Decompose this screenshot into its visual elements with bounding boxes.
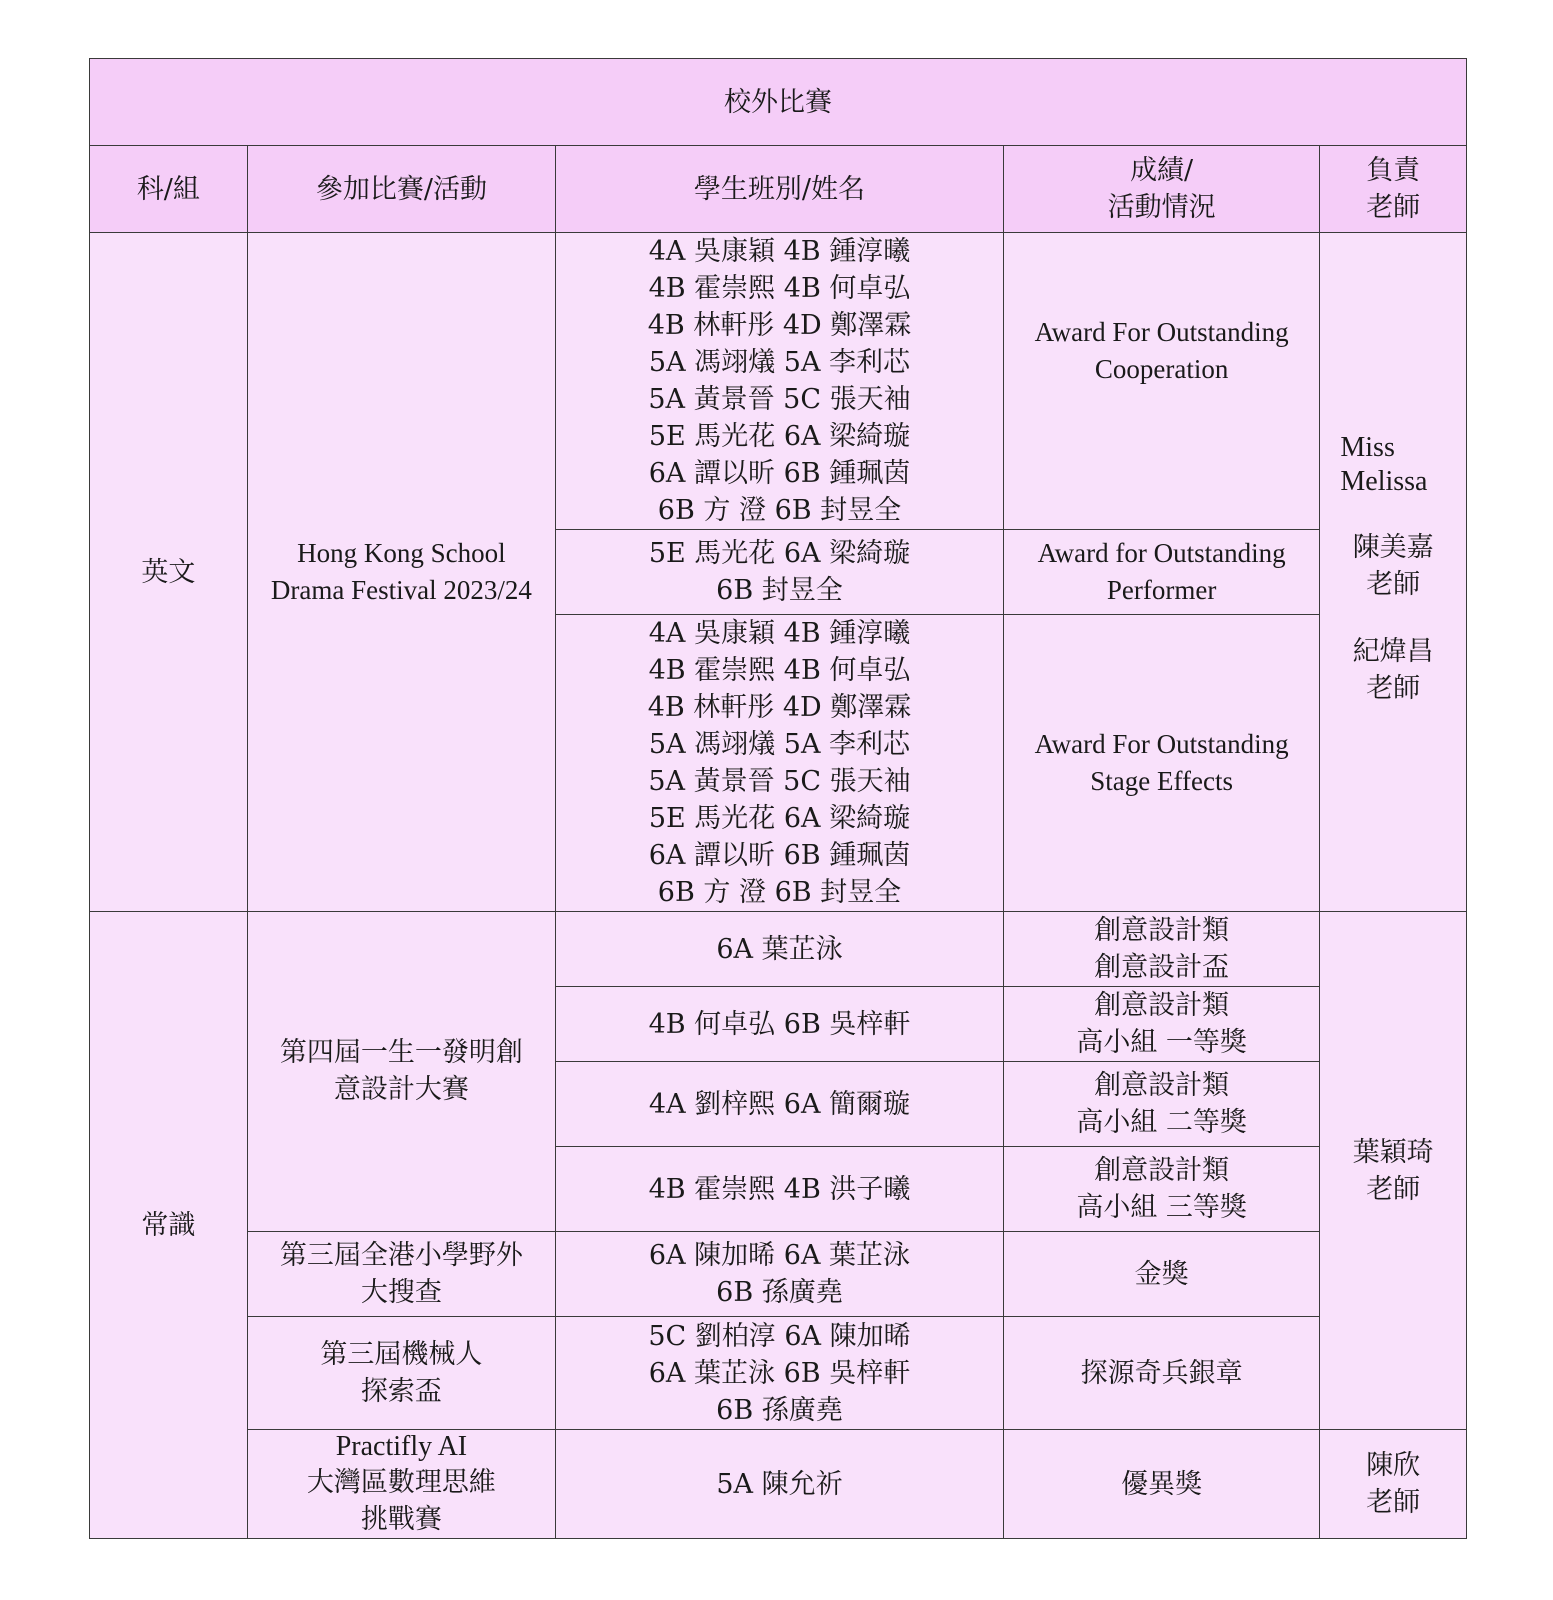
result-line: Stage Effects: [1090, 766, 1233, 796]
result-line: Cooperation: [1094, 354, 1229, 384]
competition-line: Drama Festival 2023/24: [270, 575, 532, 605]
header-competition: 參加比賽/活動: [247, 146, 555, 233]
competition-table: [89, 58, 1467, 1539]
result-line: 創意設計類: [1094, 1155, 1230, 1186]
competition-line: 第四屆一生一發明創: [279, 1037, 523, 1068]
header-result-line: 活動情況: [1107, 192, 1216, 223]
teacher-line: 老師: [1366, 1173, 1421, 1205]
student-line: 6A 葉芷泳 6B 吳梓軒: [648, 1357, 911, 1389]
competition-line: 第三屆機械人: [320, 1339, 483, 1370]
student-line: 4A 吳康穎 4B 鍾淳曦: [648, 618, 911, 649]
competition-cell-ai: [247, 1430, 555, 1539]
teacher-line: 葉穎琦: [1352, 1136, 1434, 1168]
competition-line: 大灣區數理思維: [306, 1467, 496, 1498]
competition-line: 挑戰賽: [360, 1504, 442, 1535]
teacher-line: 老師: [1366, 673, 1421, 704]
result-cell: [1003, 912, 1320, 987]
header-students: 學生班別/姓名: [556, 146, 1004, 233]
result-cell: [1003, 1062, 1320, 1147]
student-line: 6B 方 澄 6B 封昱全: [657, 877, 902, 908]
student-line: 5E 馬光花 6A 梁綺璇: [648, 803, 911, 834]
student-line: 4B 霍崇熙 4B 洪子曦: [648, 1173, 911, 1205]
header-row: [90, 146, 1467, 233]
table-row: [90, 1430, 1467, 1539]
result-line: 創意設計類: [1094, 1070, 1230, 1101]
students-cell: [556, 1317, 1004, 1430]
student-line: 5A 馮翊燨 5A 李利芯: [648, 347, 911, 378]
result-line: 創意設計盃: [1094, 952, 1230, 983]
header-teacher-line: 負責: [1366, 155, 1421, 186]
result-line: Performer: [1106, 575, 1217, 605]
result-line: 高小組 一等獎: [1076, 1027, 1247, 1058]
competition-cell-robot: [247, 1317, 555, 1430]
result-line: 高小組 三等獎: [1076, 1192, 1247, 1223]
result-line: Award For Outstanding: [1034, 729, 1289, 759]
teacher-cell-ai: [1320, 1430, 1467, 1539]
teacher-line: 陳美嘉: [1352, 532, 1434, 563]
result-line: Award for Outstanding: [1037, 538, 1286, 568]
students-cell: [556, 1147, 1004, 1232]
student-line: 4B 林軒彤 4D 鄭澤霖: [647, 692, 912, 723]
teacher-cell-gs: [1320, 912, 1467, 1430]
teacher-line: Melissa: [1340, 466, 1428, 497]
students-cell: [556, 1430, 1004, 1539]
competition-line: 大搜查: [360, 1277, 442, 1308]
competition-cell-drama: [247, 233, 555, 912]
student-line: 6B 封昱全: [716, 575, 843, 606]
header-subject: 科/組: [90, 146, 248, 233]
student-line: 4A 吳康穎 4B 鍾淳曦: [648, 236, 911, 267]
result-cell: [1003, 1232, 1320, 1317]
student-line: 6A 葉芷泳: [716, 933, 843, 965]
table-row: [90, 912, 1467, 987]
student-line: 6A 陳加晞 6A 葉芷泳: [648, 1240, 911, 1271]
student-line: 4A 劉梓熙 6A 簡爾璇: [648, 1088, 911, 1120]
competition-line: 第三屆全港小學野外: [279, 1240, 523, 1271]
student-line: 6B 孫廣堯: [716, 1277, 843, 1308]
students-cell: [556, 1232, 1004, 1317]
teacher-line: 紀煒昌: [1352, 636, 1434, 667]
result-line: 創意設計類: [1094, 990, 1230, 1021]
subject-cell-english: 英文: [90, 233, 248, 912]
result-cell: [1003, 1147, 1320, 1232]
student-line: 6A 譚以昕 6B 鍾珮茵: [648, 840, 911, 871]
result-line: 金獎: [1134, 1258, 1189, 1290]
student-line: 5E 馬光花 6A 梁綺璇: [648, 421, 911, 452]
teacher-line: Miss: [1340, 432, 1395, 463]
students-cell: [556, 987, 1004, 1062]
table-caption: 校外比賽: [90, 59, 1467, 146]
teacher-line: 陳欣: [1366, 1450, 1421, 1481]
students-cell: [556, 615, 1004, 912]
result-line: 創意設計類: [1094, 915, 1230, 946]
result-line: 高小組 二等獎: [1076, 1107, 1247, 1138]
result-line: Award For Outstanding: [1034, 317, 1289, 347]
student-line: 6B 孫廣堯: [716, 1394, 843, 1426]
student-line: 4B 霍崇熙 4B 何卓弘: [648, 273, 911, 304]
student-line: 5A 黃景晉 5C 張天袖: [648, 384, 911, 415]
student-line: 4B 何卓弘 6B 吳梓軒: [648, 1008, 911, 1040]
subject-cell-gs: 常識: [90, 912, 248, 1539]
header-teacher-line: 老師: [1366, 192, 1421, 223]
competition-line: 意設計大賽: [333, 1074, 469, 1105]
competition-line: 探索盃: [360, 1376, 442, 1407]
student-line: 5C 劉柏淳 6A 陳加晞: [648, 1320, 911, 1352]
teacher-cell-english: [1320, 233, 1467, 912]
competition-cell-outdoor: [247, 1232, 555, 1317]
student-line: 6A 譚以昕 6B 鍾珮茵: [648, 458, 911, 489]
student-line: 4B 霍崇熙 4B 何卓弘: [648, 655, 911, 686]
student-line: 6B 方 澄 6B 封昱全: [657, 495, 902, 526]
competition-cell-invention: [247, 912, 555, 1232]
header-result-line: 成績/: [1130, 155, 1194, 186]
result-cell: [1003, 530, 1320, 615]
result-cell: [1003, 1317, 1320, 1430]
students-cell: [556, 912, 1004, 987]
header-teacher: [1320, 146, 1467, 233]
competition-line: Hong Kong School: [297, 538, 506, 568]
competition-line: Practifly AI: [335, 1431, 468, 1462]
header-result: [1003, 146, 1320, 233]
table-row: [90, 1232, 1467, 1317]
student-line: 5A 黃景晉 5C 張天袖: [648, 766, 911, 797]
table-row: [90, 1317, 1467, 1430]
teacher-line: 老師: [1366, 1487, 1421, 1518]
result-cell: [1003, 615, 1320, 912]
students-cell: [556, 1062, 1004, 1147]
result-cell: [1003, 233, 1320, 530]
result-line: 優異獎: [1121, 1468, 1203, 1500]
students-cell: [556, 530, 1004, 615]
result-line: 探源奇兵銀章: [1080, 1357, 1243, 1389]
result-cell: [1003, 1430, 1320, 1539]
student-line: 5E 馬光花 6A 梁綺璇: [648, 538, 911, 569]
student-line: 5A 馮翊燨 5A 李利芯: [648, 729, 911, 760]
table-row: [90, 233, 1467, 530]
student-line: 4B 林軒彤 4D 鄭澤霖: [647, 310, 912, 341]
result-cell: [1003, 987, 1320, 1062]
teacher-line: 老師: [1366, 569, 1421, 600]
students-cell: [556, 233, 1004, 530]
student-line: 5A 陳允祈: [716, 1468, 843, 1500]
